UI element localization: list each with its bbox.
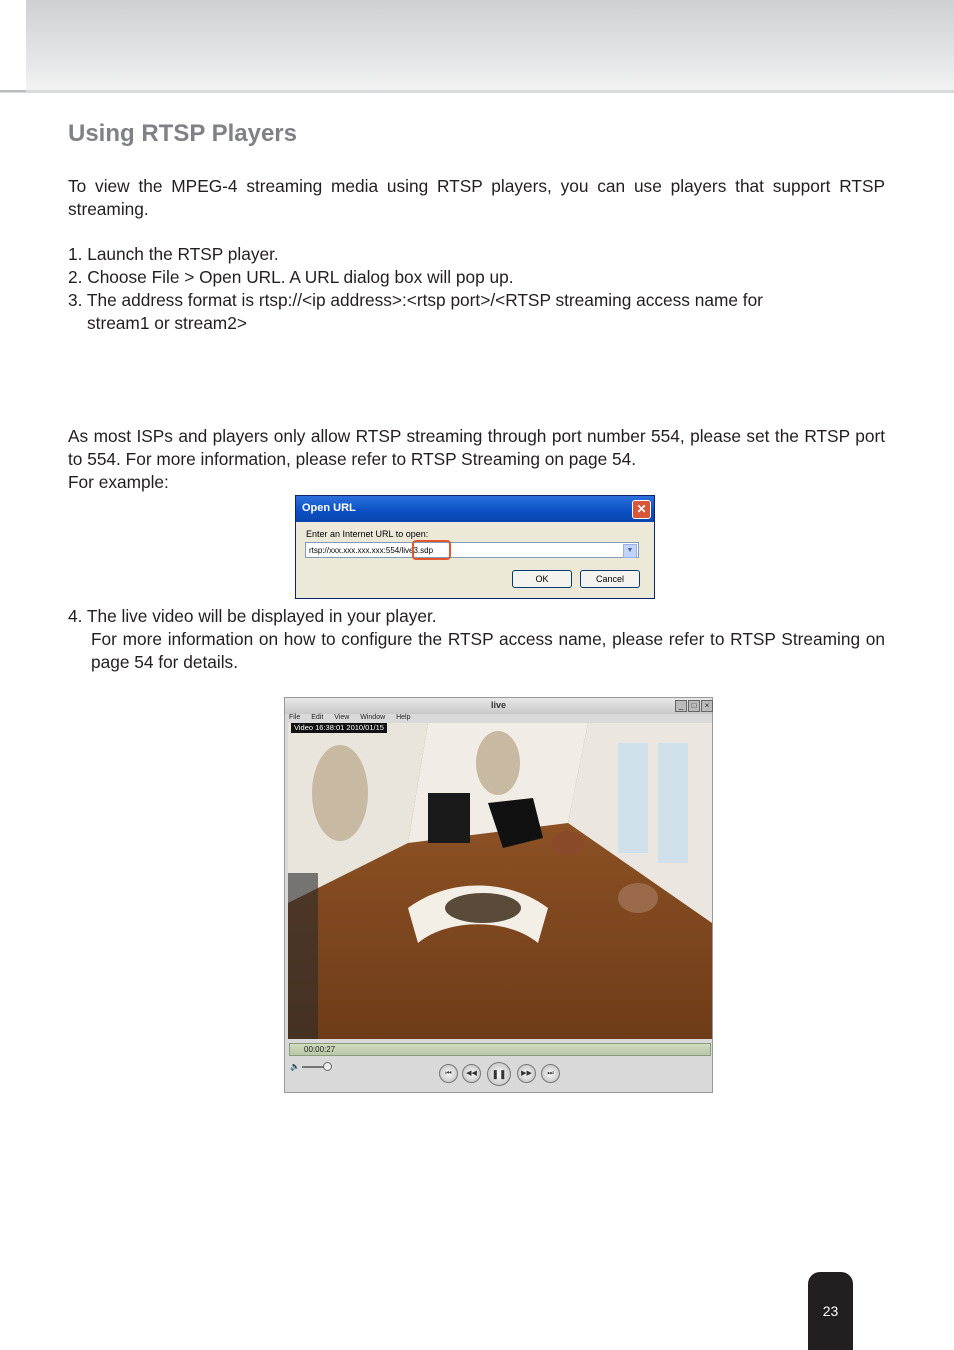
status-bar (289, 1043, 711, 1056)
step-3: 3. The address format is rtsp://<ip address>:<rtsp port>/<RTSP streaming access name for (68, 290, 763, 310)
close-icon[interactable]: ✕ (632, 500, 651, 519)
minimize-icon[interactable]: _ (675, 700, 687, 712)
header-divider (0, 90, 26, 92)
step-4: 4. The live video will be displayed in your player. (68, 606, 437, 626)
pause-icon[interactable]: ❚❚ (487, 1062, 511, 1086)
header-band (0, 0, 954, 93)
open-url-dialog (295, 495, 655, 599)
player-title: live (490, 700, 506, 710)
player-titlebar (285, 698, 712, 714)
url-input[interactable] (305, 542, 639, 558)
note-paragraph: As most ISPs and players only allow RTSP streaming through port number 554, please set the RTSP port to 554. For more information, please refer to RTSP Streaming on page 54. (68, 426, 885, 469)
url-highlight-box (412, 540, 451, 560)
volume-slider-handle[interactable] (323, 1062, 332, 1071)
page-number: 23 (822, 1303, 839, 1319)
room-image (288, 723, 712, 1039)
rewind-icon[interactable]: ◀◀ (462, 1064, 481, 1083)
dialog-prompt: Enter an Internet URL to open: (306, 529, 429, 539)
header-tab (0, 0, 26, 90)
menu-help[interactable]: Help (396, 714, 411, 721)
page-title: Using RTSP Players (68, 120, 297, 147)
skip-forward-icon[interactable]: ⏭ (541, 1064, 560, 1083)
elapsed-time: 00:00:27 (304, 1045, 336, 1054)
url-value: rtsp://xxx.xxx.xxx.xxx:554/live3.sdp (309, 546, 434, 555)
skip-back-icon[interactable]: ⏮ (439, 1064, 458, 1083)
dialog-titlebar (296, 496, 654, 522)
video-timestamp-osd: Video 16:38:01 2010/01/15 (291, 723, 387, 733)
step-4-detail: For more information on how to configure the RTSP access name, please refer to RTSP Streaming on page 54 for details. (91, 629, 885, 672)
chevron-down-icon[interactable]: ▼ (623, 544, 637, 558)
menu-edit[interactable]: Edit (311, 714, 324, 721)
cancel-button[interactable]: Cancel (580, 570, 640, 588)
dialog-title: Open URL (302, 502, 356, 514)
step-1: 1. Launch the RTSP player. (68, 244, 279, 264)
menu-window[interactable]: Window (360, 714, 386, 721)
ok-button[interactable]: OK (512, 570, 572, 588)
fast-forward-icon[interactable]: ▶▶ (517, 1064, 536, 1083)
menu-view[interactable]: View (334, 714, 350, 721)
player-window (284, 697, 713, 1093)
intro-paragraph: To view the MPEG-4 streaming media using RTSP players, you can use players that support RTSP streaming. (68, 176, 885, 219)
menu-file[interactable]: File (289, 714, 301, 721)
step-2: 2. Choose File > Open URL. A URL dialog box will pop up. (68, 267, 514, 287)
close-icon[interactable]: × (701, 700, 713, 712)
for-example-label: For example: (68, 472, 169, 492)
step-3-continued: stream1 or stream2> (87, 313, 247, 333)
video-frame (288, 723, 712, 1039)
maximize-icon[interactable]: □ (688, 700, 700, 712)
volume-icon[interactable]: 🔈 (290, 1062, 300, 1071)
